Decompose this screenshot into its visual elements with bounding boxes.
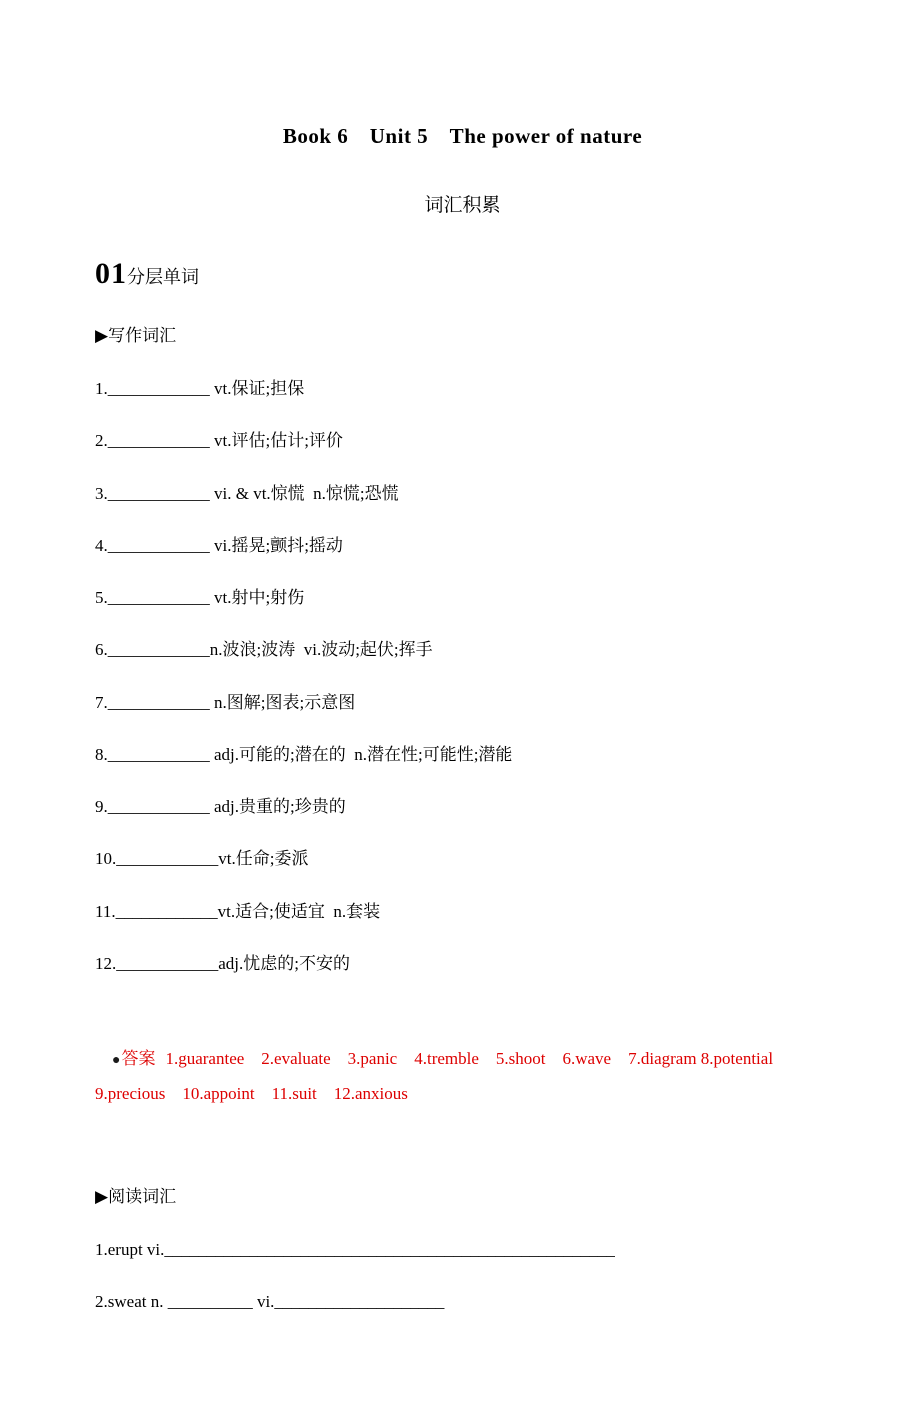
writing-vocab-header: ▶写作词汇 [95,326,177,345]
doc-title: Book 6 Unit 5 The power of nature [282,124,643,148]
vocab-item: 3.____________ vi. & vt.惊慌 n.惊慌;恐慌 [95,483,399,503]
vocab-item: 2.____________ vt.评估;估计;评价 [95,431,343,451]
vocab-item: 1.____________ vt.保证;担保 [95,379,305,398]
vocab-item: 5.____________ vt.射中;射伤 [95,588,305,607]
vocab-item: 6.____________n.波浪;波涛 vi.波动;起伏;挥手 [95,640,433,660]
reading-item: 2.sweat n. __________ vi.____________________ [95,1292,445,1311]
section-heading [95,259,830,289]
section-label: 分层单词 [127,267,199,287]
reading-vocab-header: ▶阅读词汇 [95,1186,177,1206]
reading-item: 1.erupt vi._____________________________________________________ [95,1239,615,1259]
reading-vocab-list [95,1239,830,1313]
vocab-item: 11.____________vt.适合;使适宜 n.套装 [95,901,381,921]
vocab-item: 12.____________adj.忧虑的;不安的 [95,953,350,973]
writing-vocab-list [95,378,830,974]
vocab-item: 8.____________ adj.可能的;潜在的 n.潜在性;可能性;潜能 [95,744,513,764]
vocab-item: 4.____________ vi.摇晃;颤抖;摇动 [95,535,343,555]
vocab-item: 9.____________ adj.贵重的;珍贵的 [95,797,346,816]
answers-text: 1.guarantee 2.evaluate 3.panic 4.tremble 5.shoot 6.wave 7.diagram 8.potential 9.precious 10.appoint 11.suit 12.anxious [95,1048,791,1104]
section-number: 01 [95,257,127,290]
answers-label: 答案 [121,1048,156,1068]
vocab-item: 10.____________vt.任命;委派 [95,849,309,869]
answers-block [95,1005,830,1148]
doc-subtitle: 词汇积累 [424,195,501,216]
answer-bullet-icon: ● [112,1052,121,1068]
vocab-item: 7.____________ n.图解;图表;示意图 [95,692,356,712]
